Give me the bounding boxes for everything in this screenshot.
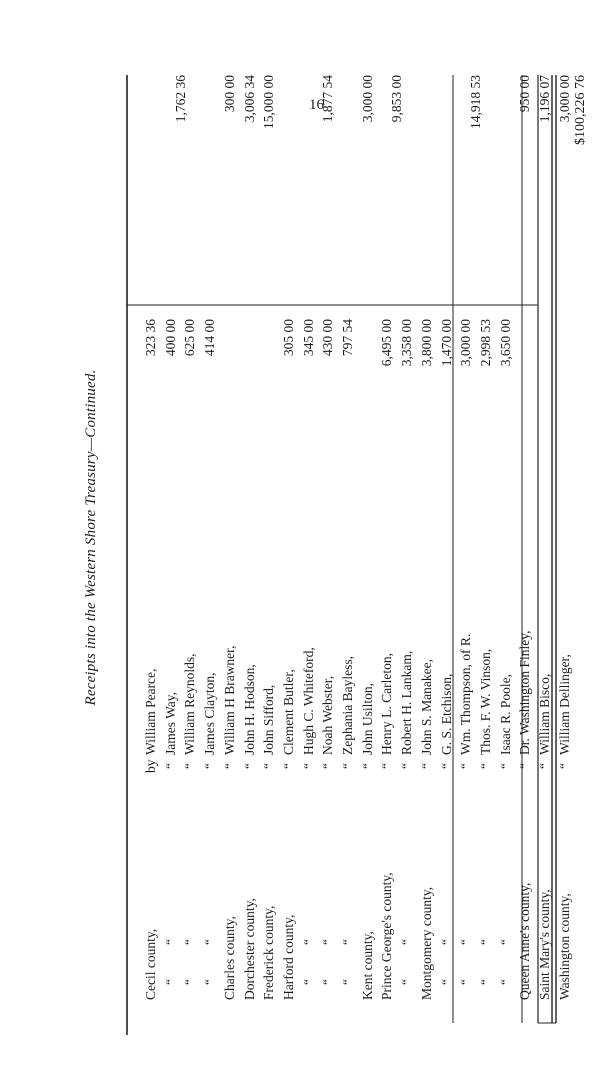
ditto-mark: “ — [182, 939, 198, 945]
ditto-mark: “ — [477, 939, 493, 945]
ditto-mark: “ — [300, 939, 316, 945]
county-name: Queen Anne's county, — [517, 882, 533, 1000]
county-name: Harford county, — [280, 914, 296, 1000]
ditto-mark: “ — [320, 763, 336, 769]
item-amount: 305 00 — [280, 319, 296, 357]
group-total-charles: 300 00 — [221, 75, 237, 113]
payer-name: John S. Manakee, — [418, 659, 434, 755]
payer-name: William H Brawner, — [221, 645, 237, 755]
table-row — [416, 0, 438, 1075]
ditto-mark: “ — [320, 979, 336, 985]
ditto-mark: “ — [458, 939, 474, 945]
ditto-mark: “ — [340, 763, 355, 769]
payer-name: John Usilton, — [359, 682, 375, 755]
ditto-mark: “ — [477, 763, 493, 769]
payer-name: William Dellinger, — [556, 654, 572, 755]
county-name: Cecil county, — [143, 928, 158, 1000]
group-total-washington: 3,000 00 — [556, 75, 572, 123]
payer-name: James Clayton, — [202, 672, 218, 755]
group-total-prince-georges: 9,853 00 — [389, 75, 405, 123]
group-total-dorchester: 3,006 34 — [241, 75, 257, 123]
ditto-mark: “ — [261, 763, 277, 769]
ditto-mark: “ — [477, 979, 493, 985]
ditto-mark: “ — [202, 979, 218, 985]
item-amount: 3,358 00 — [399, 319, 415, 367]
item-amount: 625 00 — [182, 319, 198, 357]
payer-name: James Way, — [162, 691, 178, 755]
payer-name: John H. Hodson, — [241, 664, 257, 755]
item-amount: 3,000 00 — [458, 319, 474, 367]
grand-total: $100,226 76 — [573, 75, 589, 145]
group-total-cecil: 1,762 36 — [172, 75, 188, 123]
ditto-mark: “ — [320, 939, 336, 945]
county-name: Charles county, — [221, 916, 237, 1000]
ditto-mark: “ — [182, 979, 198, 985]
ditto-mark: “ — [497, 979, 513, 985]
payer-name: Wm. Thompson, of R. — [458, 633, 474, 755]
payer-name: Noah Webster, — [320, 675, 336, 755]
ditto-mark: “ — [537, 763, 552, 769]
group-total-harford: 1,877 54 — [320, 75, 336, 123]
table-row — [337, 0, 359, 1075]
ditto-mark: “ — [497, 939, 513, 945]
payer-name: William Bisco, — [537, 673, 552, 755]
page-number: 16 — [309, 97, 324, 113]
ditto-mark: “ — [556, 763, 572, 769]
ditto-mark: “ — [497, 763, 513, 769]
item-amount: 797 54 — [340, 319, 355, 357]
ditto-mark: “ — [458, 763, 474, 769]
payer-name: Isaac R. Poole, — [497, 674, 513, 755]
table-row — [140, 0, 162, 1075]
payer-name: William Reynolds, — [182, 653, 198, 755]
payer-name: John Sifford, — [261, 684, 277, 755]
table-row — [436, 0, 458, 1075]
ditto-mark: “ — [202, 763, 218, 769]
item-amount: 400 00 — [162, 319, 178, 357]
group-total-montgomery: 14,918 53 — [468, 75, 484, 129]
payer-name: G. S. Etchison, — [438, 673, 454, 755]
county-name: Saint Mary's county, — [537, 889, 552, 1000]
payer-name: Robert H. Lankam, — [399, 650, 415, 755]
group-total-saint-marys: 1,196 07 — [537, 75, 552, 123]
ditto-mark: “ — [399, 939, 415, 945]
ditto-mark: “ — [340, 939, 355, 945]
group-total-frederick: 15,000 00 — [261, 75, 277, 129]
table-row — [298, 0, 320, 1075]
by-label: by — [143, 759, 158, 773]
ditto-mark: “ — [221, 763, 237, 769]
county-name: Prince George's county, — [379, 872, 395, 1000]
ditto-mark: “ — [517, 763, 533, 769]
item-amount: 6,495 00 — [379, 319, 395, 367]
payer-name: Clement Butler, — [280, 669, 296, 755]
payer-name: Dr. Washington Finley, — [517, 630, 533, 755]
ditto-mark: “ — [300, 979, 316, 985]
ditto-mark: “ — [202, 939, 218, 945]
payer-name: William Pearce, — [143, 668, 158, 755]
table-row — [199, 0, 221, 1075]
ditto-mark: “ — [359, 763, 375, 769]
table-row — [278, 0, 300, 1075]
county-name: Washington county, — [556, 893, 572, 1000]
payer-name: Thos. F. W. Vinson, — [477, 648, 493, 755]
ditto-mark: “ — [418, 763, 434, 769]
item-amount: 430 00 — [320, 319, 336, 357]
item-amount: 3,800 00 — [418, 319, 434, 367]
ditto-mark: “ — [300, 763, 316, 769]
payer-name: Henry L. Carleton, — [379, 653, 395, 755]
payer-name: Zephania Bayless, — [340, 656, 355, 755]
item-amount: 414 00 — [202, 319, 218, 357]
item-amount: 1,470 00 — [438, 319, 454, 367]
county-name: Montgomery county, — [418, 886, 434, 1000]
ditto-mark: “ — [399, 979, 415, 985]
payer-name: Hugh C. Whiteford, — [300, 647, 316, 755]
ditto-mark: “ — [438, 979, 454, 985]
ditto-mark: “ — [162, 939, 178, 945]
item-amount: 3,650 00 — [497, 319, 513, 367]
ditto-mark: “ — [379, 763, 395, 769]
item-amount: 345 00 — [300, 319, 316, 357]
ditto-mark: “ — [340, 979, 355, 985]
item-amount: 323 36 — [143, 319, 158, 357]
ditto-mark: “ — [458, 979, 474, 985]
table-row — [495, 0, 517, 1075]
item-amount: 2,998 53 — [477, 319, 493, 367]
county-name: Frederick county, — [261, 905, 277, 1000]
ditto-mark: “ — [438, 763, 454, 769]
ditto-mark: “ — [182, 763, 198, 769]
group-total-kent: 3,000 00 — [359, 75, 375, 123]
ditto-mark: “ — [280, 763, 296, 769]
ditto-mark: “ — [241, 763, 257, 769]
ditto-mark: “ — [438, 939, 454, 945]
table-title: Receipts into the Western Shore Treasury—Continued. — [83, 369, 99, 706]
county-name: Dorchester county, — [241, 898, 257, 1000]
ditto-mark: “ — [162, 979, 178, 985]
group-total-queen-annes: 950 00 — [517, 75, 533, 113]
ditto-mark: “ — [162, 763, 178, 769]
county-name: Kent county, — [359, 931, 375, 1000]
ditto-mark: “ — [399, 763, 415, 769]
